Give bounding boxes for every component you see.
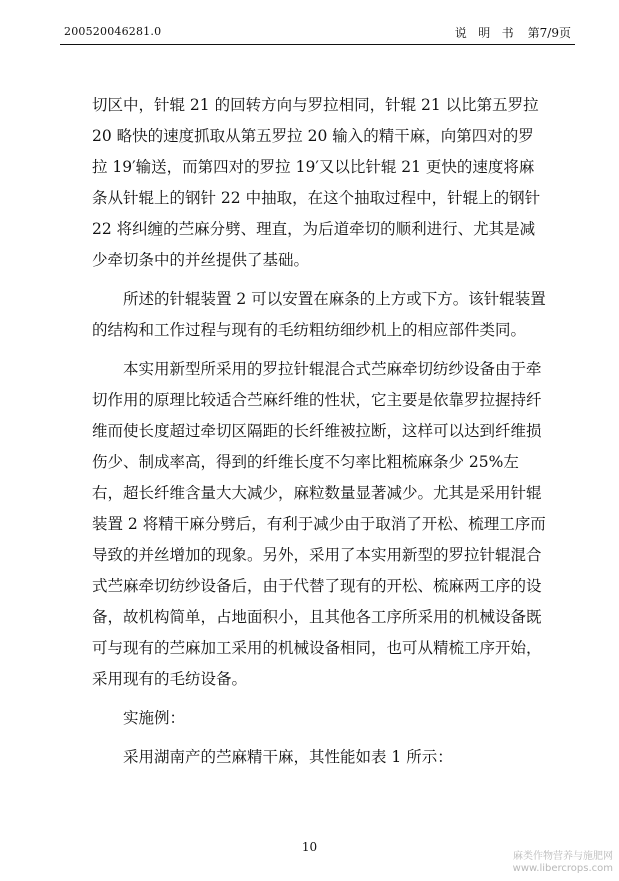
header-rule — [60, 44, 575, 45]
paragraph: 所述的针辊装置 2 可以安置在麻条的上方或下方。该针辊装置的结构和工作过程与现有的毛纺粗纺细纱机上的相应部件类同。 — [92, 290, 546, 339]
patent-number: 200520046281.0 — [64, 25, 162, 38]
document-type-label: 说 明 书 — [454, 26, 514, 40]
page-info: 第7/9页 — [527, 26, 571, 40]
paragraph: 切区中，针辊 21 的回转方向与罗拉相同，针辊 21 以比第五罗拉 20 略快的速度抓取从第五罗拉 20 输入的精干麻，向第四对的罗拉 19′输送，而第四对的罗拉 19′又以比针辊 21 更快的速度将麻条从针辊上的钢针 22 中抽取，在这个抽取过程中，针辊上的钢针 22 将纠缠的苎麻分劈、理直，为后道牵切的顺利进行、尤其是减少牵切条中的并丝提供了基础。 — [92, 96, 541, 269]
paragraph: 本实用新型所采用的罗拉针辊混合式苎麻牵切纺纱设备由于牵切作用的原理比较适合苎麻纤维的性状，它主要是依靠罗拉握持纤维而使长度超过牵切区隔距的长纤维被拉断，这样可以达到纤维损伤少、制成率高，得到的纤维长度不匀率比粗梳麻条少 25%左右，超长纤维含量大大减少，麻粒数量显著减少。尤其是采用针辊装置 2 将精干麻分劈后，有利于减少由于取消了开松、梳理工序而导致的并丝增加的现象。另外，采用了本实用新型的罗拉针辊混合式苎麻牵切纺纱设备后，由于代替了现有的开松、梳麻两工序的设备，故机构简单，占地面积小，且其他各工序所采用的机械设备既可与现有的苎麻加工采用的机械设备相同，也可从精梳工序开始，采用现有的毛纺设备。 — [92, 360, 546, 688]
page-number: 10 — [301, 840, 318, 854]
watermark-line: 麻类作物营养与施肥网 — [513, 851, 613, 862]
document-body — [92, 90, 546, 773]
paragraph: 采用湖南产的苎麻精干麻，其性能如表 1 所示： — [123, 748, 453, 766]
header-right — [441, 24, 571, 41]
watermark-url: www.libercrops.com — [512, 863, 613, 874]
watermark — [513, 851, 613, 875]
section-heading: 实施例： — [123, 709, 186, 727]
